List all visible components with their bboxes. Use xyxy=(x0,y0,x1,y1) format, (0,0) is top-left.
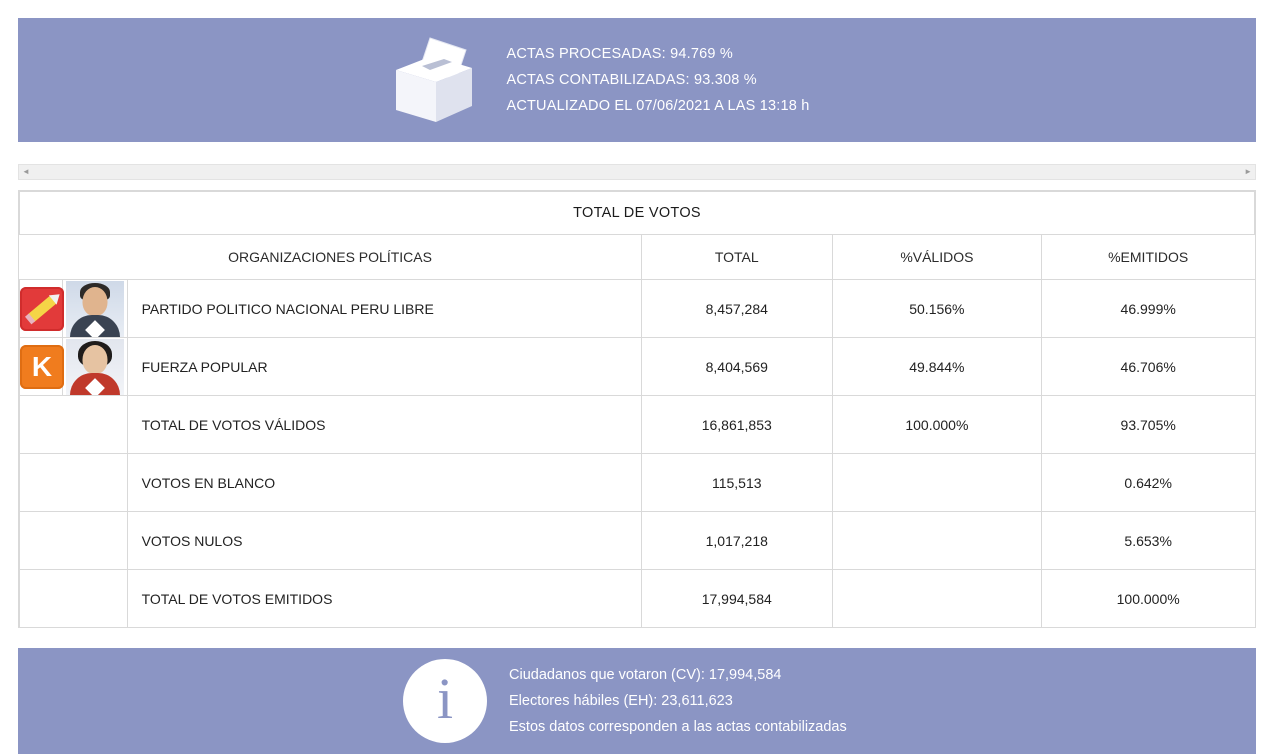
table-row xyxy=(20,280,1255,338)
results-page xyxy=(0,18,1274,739)
summary-total: 1,017,218 xyxy=(641,512,832,570)
column-header-organizations: ORGANIZACIONES POLÍTICAS xyxy=(20,235,642,280)
footer-note: Estos datos corresponden a las actas contabilizadas xyxy=(509,719,847,735)
party-emitted-pct: 46.706% xyxy=(1041,338,1254,396)
empty-cell xyxy=(20,512,128,570)
empty-cell xyxy=(20,396,128,454)
party-name: FUERZA POPULAR xyxy=(127,338,641,396)
summary-total: 115,513 xyxy=(641,454,832,512)
party-name: PARTIDO POLITICO NACIONAL PERU LIBRE xyxy=(127,280,641,338)
table-row xyxy=(20,454,1255,512)
actas-contabilizadas: ACTAS CONTABILIZADAS: 93.308 % xyxy=(506,72,757,88)
party-total: 8,457,284 xyxy=(641,280,832,338)
column-header-total: TOTAL xyxy=(641,235,832,280)
actas-procesadas: ACTAS PROCESADAS: 94.769 % xyxy=(506,46,733,62)
info-icon: i xyxy=(403,659,487,743)
summary-emitted-pct: 100.000% xyxy=(1041,570,1254,628)
table-title-row xyxy=(20,192,1255,235)
processing-status-banner xyxy=(18,18,1256,142)
table-title: TOTAL DE VOTOS xyxy=(20,192,1255,235)
summary-valid-pct xyxy=(832,454,1041,512)
voter-info-banner xyxy=(18,648,1256,754)
table-row xyxy=(20,570,1255,628)
party-emitted-pct: 46.999% xyxy=(1041,280,1254,338)
table-row xyxy=(20,338,1255,396)
column-header-emitted-pct: %EMITIDOS xyxy=(1041,235,1254,280)
empty-cell xyxy=(20,570,128,628)
table-row xyxy=(20,396,1255,454)
status-lines xyxy=(506,41,809,119)
summary-valid-pct xyxy=(832,512,1041,570)
summary-total: 16,861,853 xyxy=(641,396,832,454)
total-votes-table-container xyxy=(18,190,1256,628)
candidate-photo-fujimori xyxy=(63,338,127,396)
summary-label: VOTOS EN BLANCO xyxy=(127,454,641,512)
summary-emitted-pct: 0.642% xyxy=(1041,454,1254,512)
summary-valid-pct: 100.000% xyxy=(832,396,1041,454)
scroll-left-icon[interactable]: ◄ xyxy=(22,167,30,176)
total-votes-table xyxy=(19,191,1255,628)
peru-libre-logo xyxy=(20,280,63,338)
empty-cell xyxy=(20,454,128,512)
footer-content xyxy=(403,659,847,743)
candidate-photo-castillo xyxy=(63,280,127,338)
electores-habiles: Electores hábiles (EH): 23,611,623 xyxy=(509,693,733,709)
summary-emitted-pct: 93.705% xyxy=(1041,396,1254,454)
summary-label: VOTOS NULOS xyxy=(127,512,641,570)
column-header-valid-pct: %VÁLIDOS xyxy=(832,235,1041,280)
summary-label: TOTAL DE VOTOS VÁLIDOS xyxy=(127,396,641,454)
party-valid-pct: 50.156% xyxy=(832,280,1041,338)
summary-emitted-pct: 5.653% xyxy=(1041,512,1254,570)
table-row xyxy=(20,512,1255,570)
footer-lines xyxy=(509,662,847,740)
actualizado: ACTUALIZADO EL 07/06/2021 A LAS 13:18 h xyxy=(506,98,810,114)
summary-total: 17,994,584 xyxy=(641,570,832,628)
ballot-box-icon xyxy=(384,36,480,124)
banner-content xyxy=(384,36,809,124)
party-total: 8,404,569 xyxy=(641,338,832,396)
horizontal-scrollbar[interactable] xyxy=(18,164,1256,180)
fuerza-popular-logo: K xyxy=(20,338,63,396)
party-valid-pct: 49.844% xyxy=(832,338,1041,396)
scroll-right-icon[interactable]: ► xyxy=(1244,167,1252,176)
summary-valid-pct xyxy=(832,570,1041,628)
ciudadanos-que-votaron: Ciudadanos que votaron (CV): 17,994,584 xyxy=(509,667,782,683)
summary-label: TOTAL DE VOTOS EMITIDOS xyxy=(127,570,641,628)
table-header-row xyxy=(20,235,1255,280)
